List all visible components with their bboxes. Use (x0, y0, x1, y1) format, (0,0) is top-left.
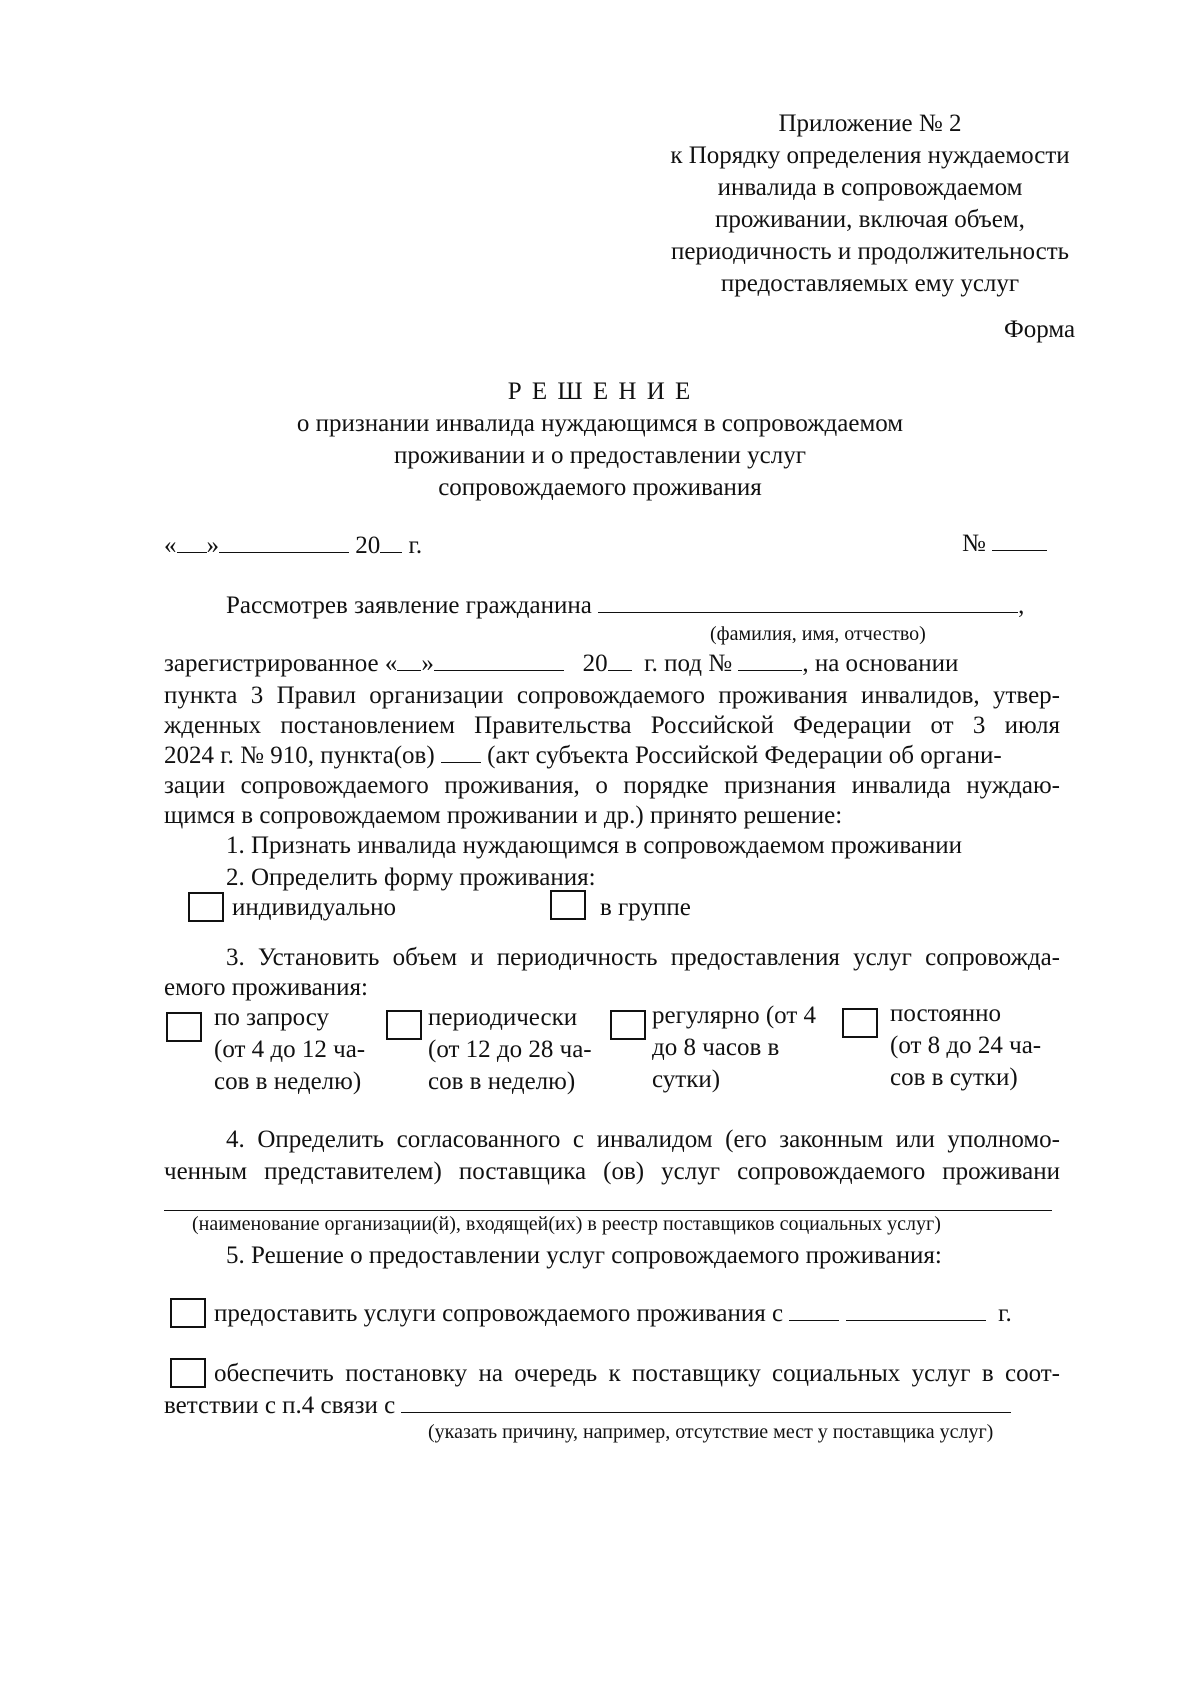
clause-text: (акт субъекта Российской Федерации об органи- (487, 742, 1002, 769)
body-line: зации сопровождаемого проживания, о порядке признания инвалида нуждаю- (164, 772, 1060, 799)
option-on-request (214, 1002, 365, 1098)
option-text: периодически (428, 1004, 578, 1031)
item-3-line: 3. Установить объем и периодичность предоставления услуг сопровожда- (226, 944, 1060, 971)
checkbox-on-request[interactable] (166, 1012, 202, 1042)
checkbox-provide[interactable] (170, 1298, 206, 1328)
year-blank[interactable] (380, 530, 402, 553)
option-individual: индивидуально (232, 894, 397, 921)
item-4-line: 4. Определить согласованного с инвалидом (его законным или уполномо- (226, 1126, 1060, 1153)
appendix-header (600, 108, 1140, 300)
option-text: сов в неделю) (428, 1068, 576, 1095)
month-blank[interactable] (219, 530, 349, 553)
option-text: г. (998, 1300, 1012, 1327)
option-text: по запросу (214, 1004, 330, 1031)
day-blank[interactable] (177, 530, 207, 553)
reason-caption: (указать причину, например, отсутствие мест у поставщика услуг) (428, 1421, 994, 1443)
number-line (962, 528, 1047, 560)
reg-number-label: г. под № (644, 650, 733, 677)
provide-month-blank[interactable] (846, 1298, 986, 1321)
title-sub: проживании и о предоставлении услуг (394, 442, 806, 469)
reason-blank[interactable] (401, 1390, 1011, 1413)
option-text: сутки) (652, 1066, 721, 1093)
clause-blank[interactable] (441, 740, 481, 763)
reg-number-blank[interactable] (738, 648, 802, 671)
date-line (164, 530, 422, 562)
year-suffix: г. (408, 532, 423, 559)
option-text: постоянно (890, 1000, 1001, 1027)
option-regular (652, 1000, 816, 1096)
checkbox-individual[interactable] (188, 892, 224, 922)
appendix-line: периодичность и продолжительность (670, 238, 1070, 265)
item-1: 1. Признать инвалида нуждающимся в сопровождаемом проживании (226, 832, 963, 859)
option-permanent (890, 998, 1041, 1094)
item-2-label: 2. Определить форму проживания: (226, 864, 596, 891)
option-text: (от 8 до 24 ча- (890, 1032, 1042, 1059)
provide-date-blank[interactable] (789, 1298, 839, 1321)
fio-blank[interactable] (598, 590, 1018, 613)
number-label: № (962, 530, 986, 557)
option-text: регулярно (от 4 (652, 1002, 817, 1029)
reg-month-blank[interactable] (434, 648, 564, 671)
checkbox-permanent[interactable] (842, 1008, 878, 1038)
form-label: Форма (1004, 316, 1076, 343)
considered-line: Рассмотрев заявление гражданина , (226, 592, 1025, 619)
option-text: сов в сутки) (890, 1064, 1018, 1091)
checkbox-regular[interactable] (610, 1010, 646, 1040)
provider-blank[interactable] (164, 1210, 1052, 1211)
appendix-line: к Порядку определения нуждаемости (670, 142, 1070, 169)
appendix-line: инвалида в сопровождаемом (717, 174, 1023, 201)
basis-text: , на основании (802, 650, 959, 677)
appendix-line: предоставляемых ему услуг (720, 270, 1020, 297)
option-group: в группе (600, 894, 691, 921)
item-3-line: емого проживания: (164, 974, 368, 1001)
option-text: (от 4 до 12 ча- (214, 1036, 366, 1063)
checkbox-group[interactable] (550, 890, 586, 920)
option-text: ветствии с п.4 связи с (164, 1392, 396, 1419)
title-sub: сопровождаемого проживания (438, 474, 762, 501)
year-prefix: 20 (355, 532, 381, 559)
option-text: предоставить услуги сопровождаемого проживания с (214, 1300, 784, 1327)
registered-line (164, 648, 1060, 680)
quote-close: » (206, 532, 219, 559)
reg-year-prefix: 20 (582, 650, 608, 677)
quote-close: » (421, 650, 434, 677)
body-line: щимся в сопровождаемом проживании и др.) принято решение: (164, 802, 843, 829)
item-5-label: 5. Решение о предоставлении услуг сопровождаемого проживания: (226, 1242, 942, 1269)
checkbox-queue[interactable] (170, 1358, 206, 1388)
document-title (200, 376, 1000, 504)
title-main: Р Е Ш Е Н И Е (507, 378, 693, 405)
option-queue-line2 (164, 1390, 1011, 1422)
quote-open: « (164, 532, 177, 559)
option-text: до 8 часов в (652, 1034, 780, 1061)
reg-year-blank[interactable] (608, 648, 632, 671)
body-line (164, 740, 1060, 772)
option-text: сов в неделю) (214, 1068, 362, 1095)
item-4-line: ченным представителем) поставщика (ов) услуг сопровождаемого проживани (164, 1158, 1060, 1185)
option-queue: обеспечить постановку на очередь к поставщику социальных услуг в соот- (214, 1360, 1060, 1387)
body-line: жденных постановлением Правительства Российской Федерации от 3 июля (164, 712, 1060, 739)
option-text: (от 12 до 28 ча- (428, 1036, 592, 1063)
clause-text: 2024 г. № 910, пункта(ов) (164, 742, 435, 769)
body-line: пункта 3 Правил организации сопровождаемого проживания инвалидов, утвер- (164, 682, 1060, 709)
registered-text: зарегистрированное « (164, 650, 398, 677)
option-provide (214, 1298, 1012, 1330)
considered-text: Рассмотрев заявление гражданина (226, 592, 592, 619)
number-blank[interactable] (992, 528, 1047, 551)
option-periodic (428, 1002, 592, 1098)
fio-caption: (фамилия, имя, отчество) (710, 623, 926, 645)
provider-caption: (наименование организации(й), входящей(их) в реестр поставщиков социальных услуг) (192, 1213, 941, 1235)
appendix-number: Приложение № 2 (778, 110, 962, 137)
title-sub: о признании инвалида нуждающимся в сопровождаемом (296, 410, 904, 437)
reg-day-blank[interactable] (397, 648, 421, 671)
checkbox-periodic[interactable] (386, 1010, 422, 1040)
appendix-line: проживании, включая объем, (715, 206, 1025, 233)
